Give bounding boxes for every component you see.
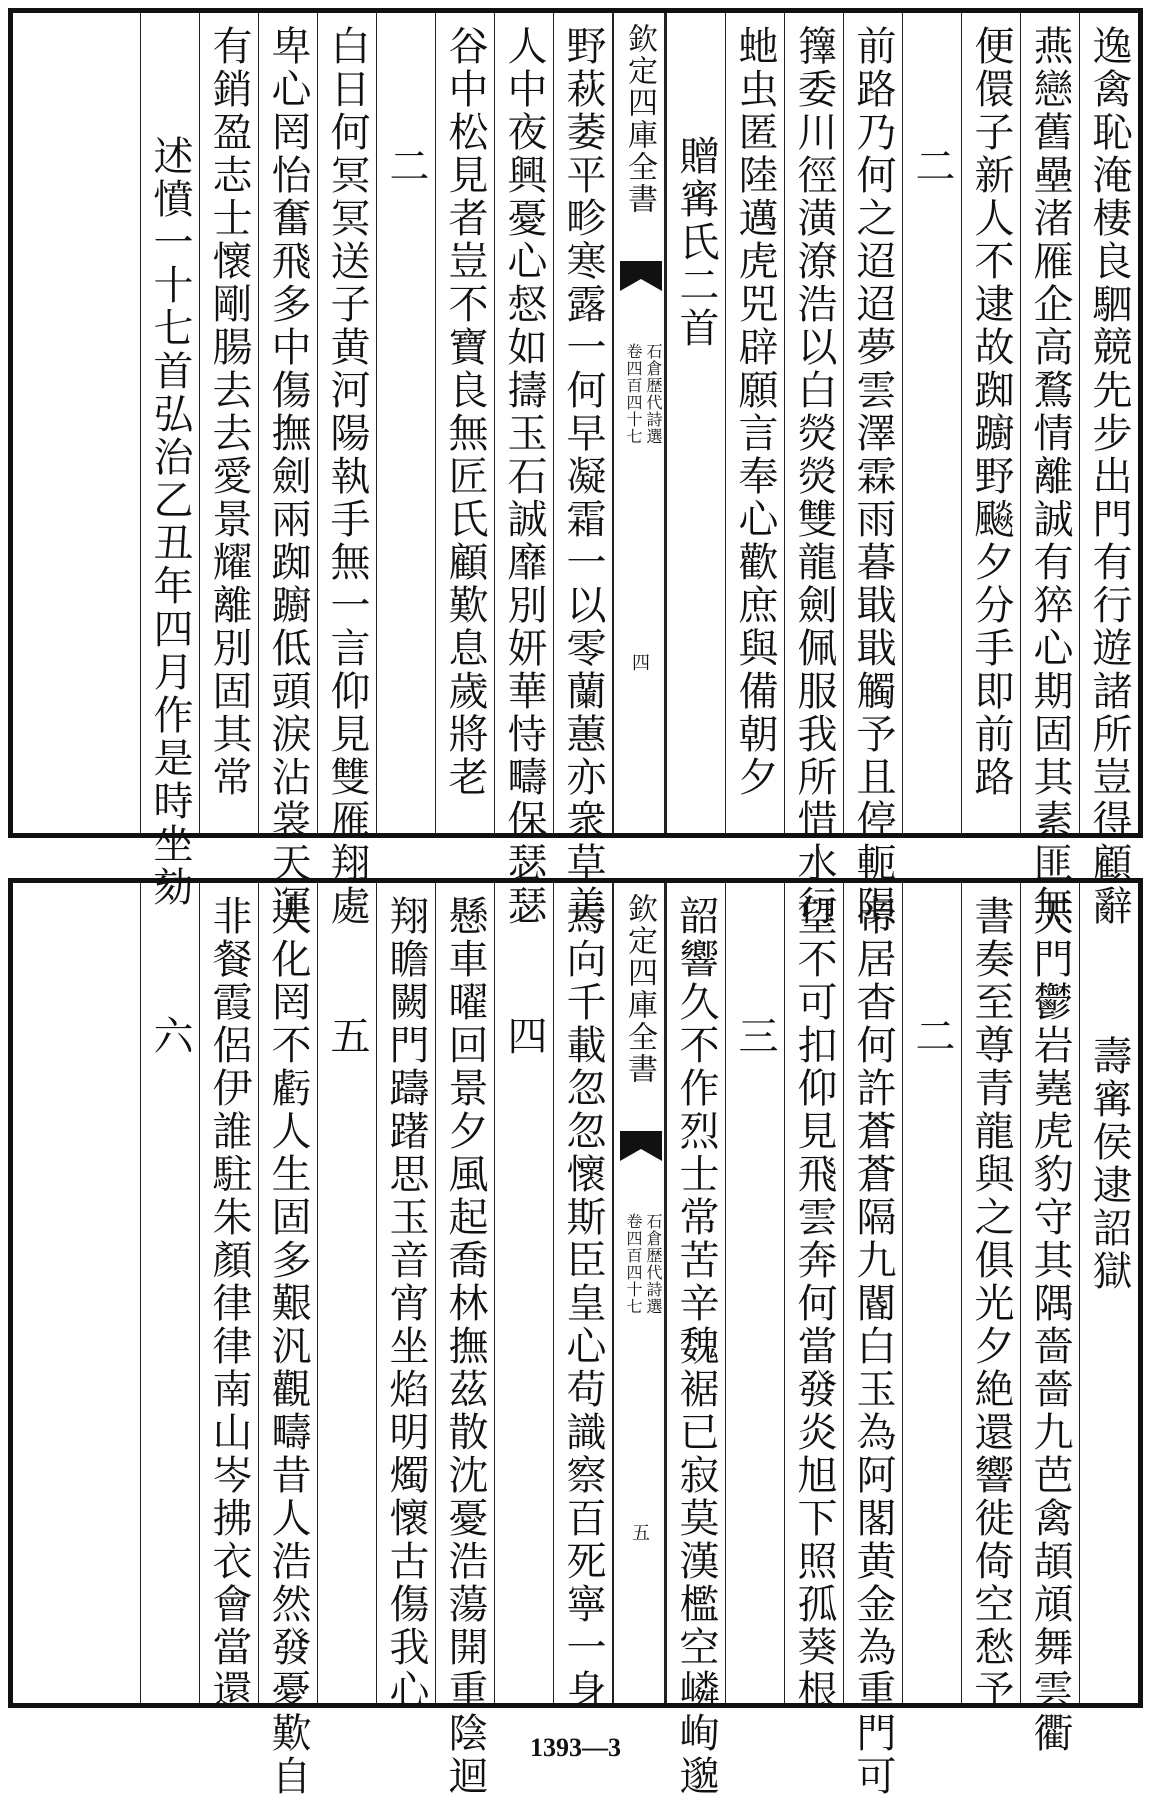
text-column: [725, 883, 784, 1703]
text-column: [843, 883, 902, 1798]
text-column: [553, 13, 612, 928]
text-column: [435, 13, 494, 833]
column-text: 有銷盈志士懷剛腸去去愛景耀離別固其常: [206, 25, 252, 799]
text-column: [376, 13, 435, 833]
column-text: 壽寗侯逮詔獄: [1086, 1035, 1132, 1293]
spine-volume-number: 卷四百四十七: [624, 343, 643, 445]
book-spine-label: [612, 13, 666, 833]
text-column: [725, 13, 784, 833]
text-column: [258, 13, 317, 928]
column-text: 虵虫匿陸邁虎兕辟願言奉心歡庶與備朝夕: [732, 25, 778, 799]
text-column: [140, 13, 199, 909]
text-column: [494, 883, 553, 1703]
column-text: 六: [147, 1015, 193, 1058]
column-text: 二: [383, 145, 429, 188]
top-page-panel: [8, 8, 1143, 928]
column-text: 翔瞻闕門躊躇思玉音宵坐焰明燭懷古傷我心: [383, 895, 429, 1712]
spine-title: 欽定四庫全書: [622, 893, 657, 1085]
column-text: 二: [909, 1015, 955, 1058]
column-text: 五: [324, 1015, 370, 1058]
column-text: 贈寗氏二首: [673, 135, 719, 350]
column-text: 韶響久不作烈士常苦辛魏裾已寂莫漢檻空嶙峋邈: [673, 895, 719, 1798]
column-text: 大化罔不虧人生固多艱汎觀疇昔人浩然發憂歎自: [265, 895, 311, 1798]
column-text: 非餐霞侶伊誰駐朱顏律律南山岑拂衣會當還: [206, 895, 252, 1712]
column-text: 卑心罔怡奮飛多中傷撫劍兩踟躕低頭淚沾裳天運: [265, 25, 311, 928]
text-column: [1020, 883, 1079, 1755]
text-column: [199, 883, 258, 1712]
column-text: 三: [732, 1015, 778, 1058]
text-column: [553, 883, 612, 1712]
text-column: [140, 883, 199, 1703]
column-text: 前路乃何之迢迢夢雲澤霖雨暮戢戢觸予且停軛隕: [850, 25, 896, 928]
fishtail-mark-icon: [618, 1129, 664, 1163]
column-text: 便儇子新人不逮故踟躕野飈夕分手即前路: [968, 25, 1014, 799]
text-column: [784, 13, 843, 928]
text-column: [666, 13, 725, 833]
fishtail-mark-icon: [618, 259, 664, 293]
page-footer-number: 1393—3: [530, 1733, 621, 1762]
text-column: [317, 13, 376, 928]
column-text: 望不可扣仰見飛雲奔何當發炎旭下照孤葵根: [791, 895, 837, 1712]
text-column: [1079, 883, 1138, 1703]
spine-collection-title: 石倉歴代詩選: [644, 343, 663, 445]
text-column: [902, 13, 961, 833]
column-text: 燕戀舊壘渚雁企高鶩情離誠有猝心期固其素匪無: [1027, 25, 1073, 928]
text-column: [784, 883, 843, 1712]
book-spine-label: [612, 883, 666, 1703]
text-column: [376, 883, 435, 1712]
text-column: [1020, 13, 1079, 928]
text-column: [317, 883, 376, 1703]
text-column: [843, 13, 902, 928]
column-text: 書奏至尊青龍與之俱光夕絶還響徙倚空愁予: [968, 895, 1014, 1712]
column-text: 野萩萎平畛寒露一何早凝霜一以零蘭蕙亦衆草美: [560, 25, 606, 928]
column-text: 二: [909, 145, 955, 188]
column-text: 懸車曜回景夕風起喬林撫茲散沈憂浩蕩開重陰迴: [442, 895, 488, 1798]
column-text: 白日何冥冥送子黄河陽執手無一言仰見雙雁翔處: [324, 25, 370, 928]
text-column: [435, 883, 494, 1798]
text-column: [1079, 13, 1138, 928]
spine-title: 欽定四庫全書: [622, 23, 657, 215]
spine-volume-number: 卷四百四十七: [624, 1213, 643, 1315]
column-text: 天門鬱岩嶤虎豹守其隅嗇嗇九芭禽頡頏舞雲衢: [1027, 895, 1073, 1755]
column-text: 四: [501, 1015, 547, 1058]
column-text: 人中夜興憂心惄如擣玉石誠靡別妍華恃疇保瑟瑟: [501, 25, 547, 928]
column-text: 帝居杳何許蒼蒼隔九閽白玉為阿閣黄金為重門可: [850, 895, 896, 1798]
text-column: [199, 13, 258, 833]
text-column: [902, 883, 961, 1703]
text-column: [666, 883, 725, 1798]
column-text: 谷中松見者豈不寶良無匠氏顧歎息歲將老: [442, 25, 488, 799]
spine-collection-title: 石倉歴代詩選: [644, 1213, 663, 1315]
column-text: 逸禽恥淹棲良駟競先步出門有行遊諸所豈得顧辭: [1086, 25, 1132, 928]
text-column: [961, 883, 1020, 1712]
column-text: 焉向千載忽忽懷斯臣皇心苟識察百死寧一身: [560, 895, 606, 1712]
text-column: [494, 13, 553, 928]
spine-page-number: 五: [629, 1523, 650, 1541]
text-column: [258, 883, 317, 1798]
spine-page-number: 四: [629, 653, 650, 671]
text-column: [961, 13, 1020, 833]
column-text: 述憤一十七首弘治乙丑年四月作是時坐劾: [147, 135, 193, 909]
column-text: 籜委川徑潢潦浩以白熒熒雙龍劍佩服我所惜水行: [791, 25, 837, 928]
